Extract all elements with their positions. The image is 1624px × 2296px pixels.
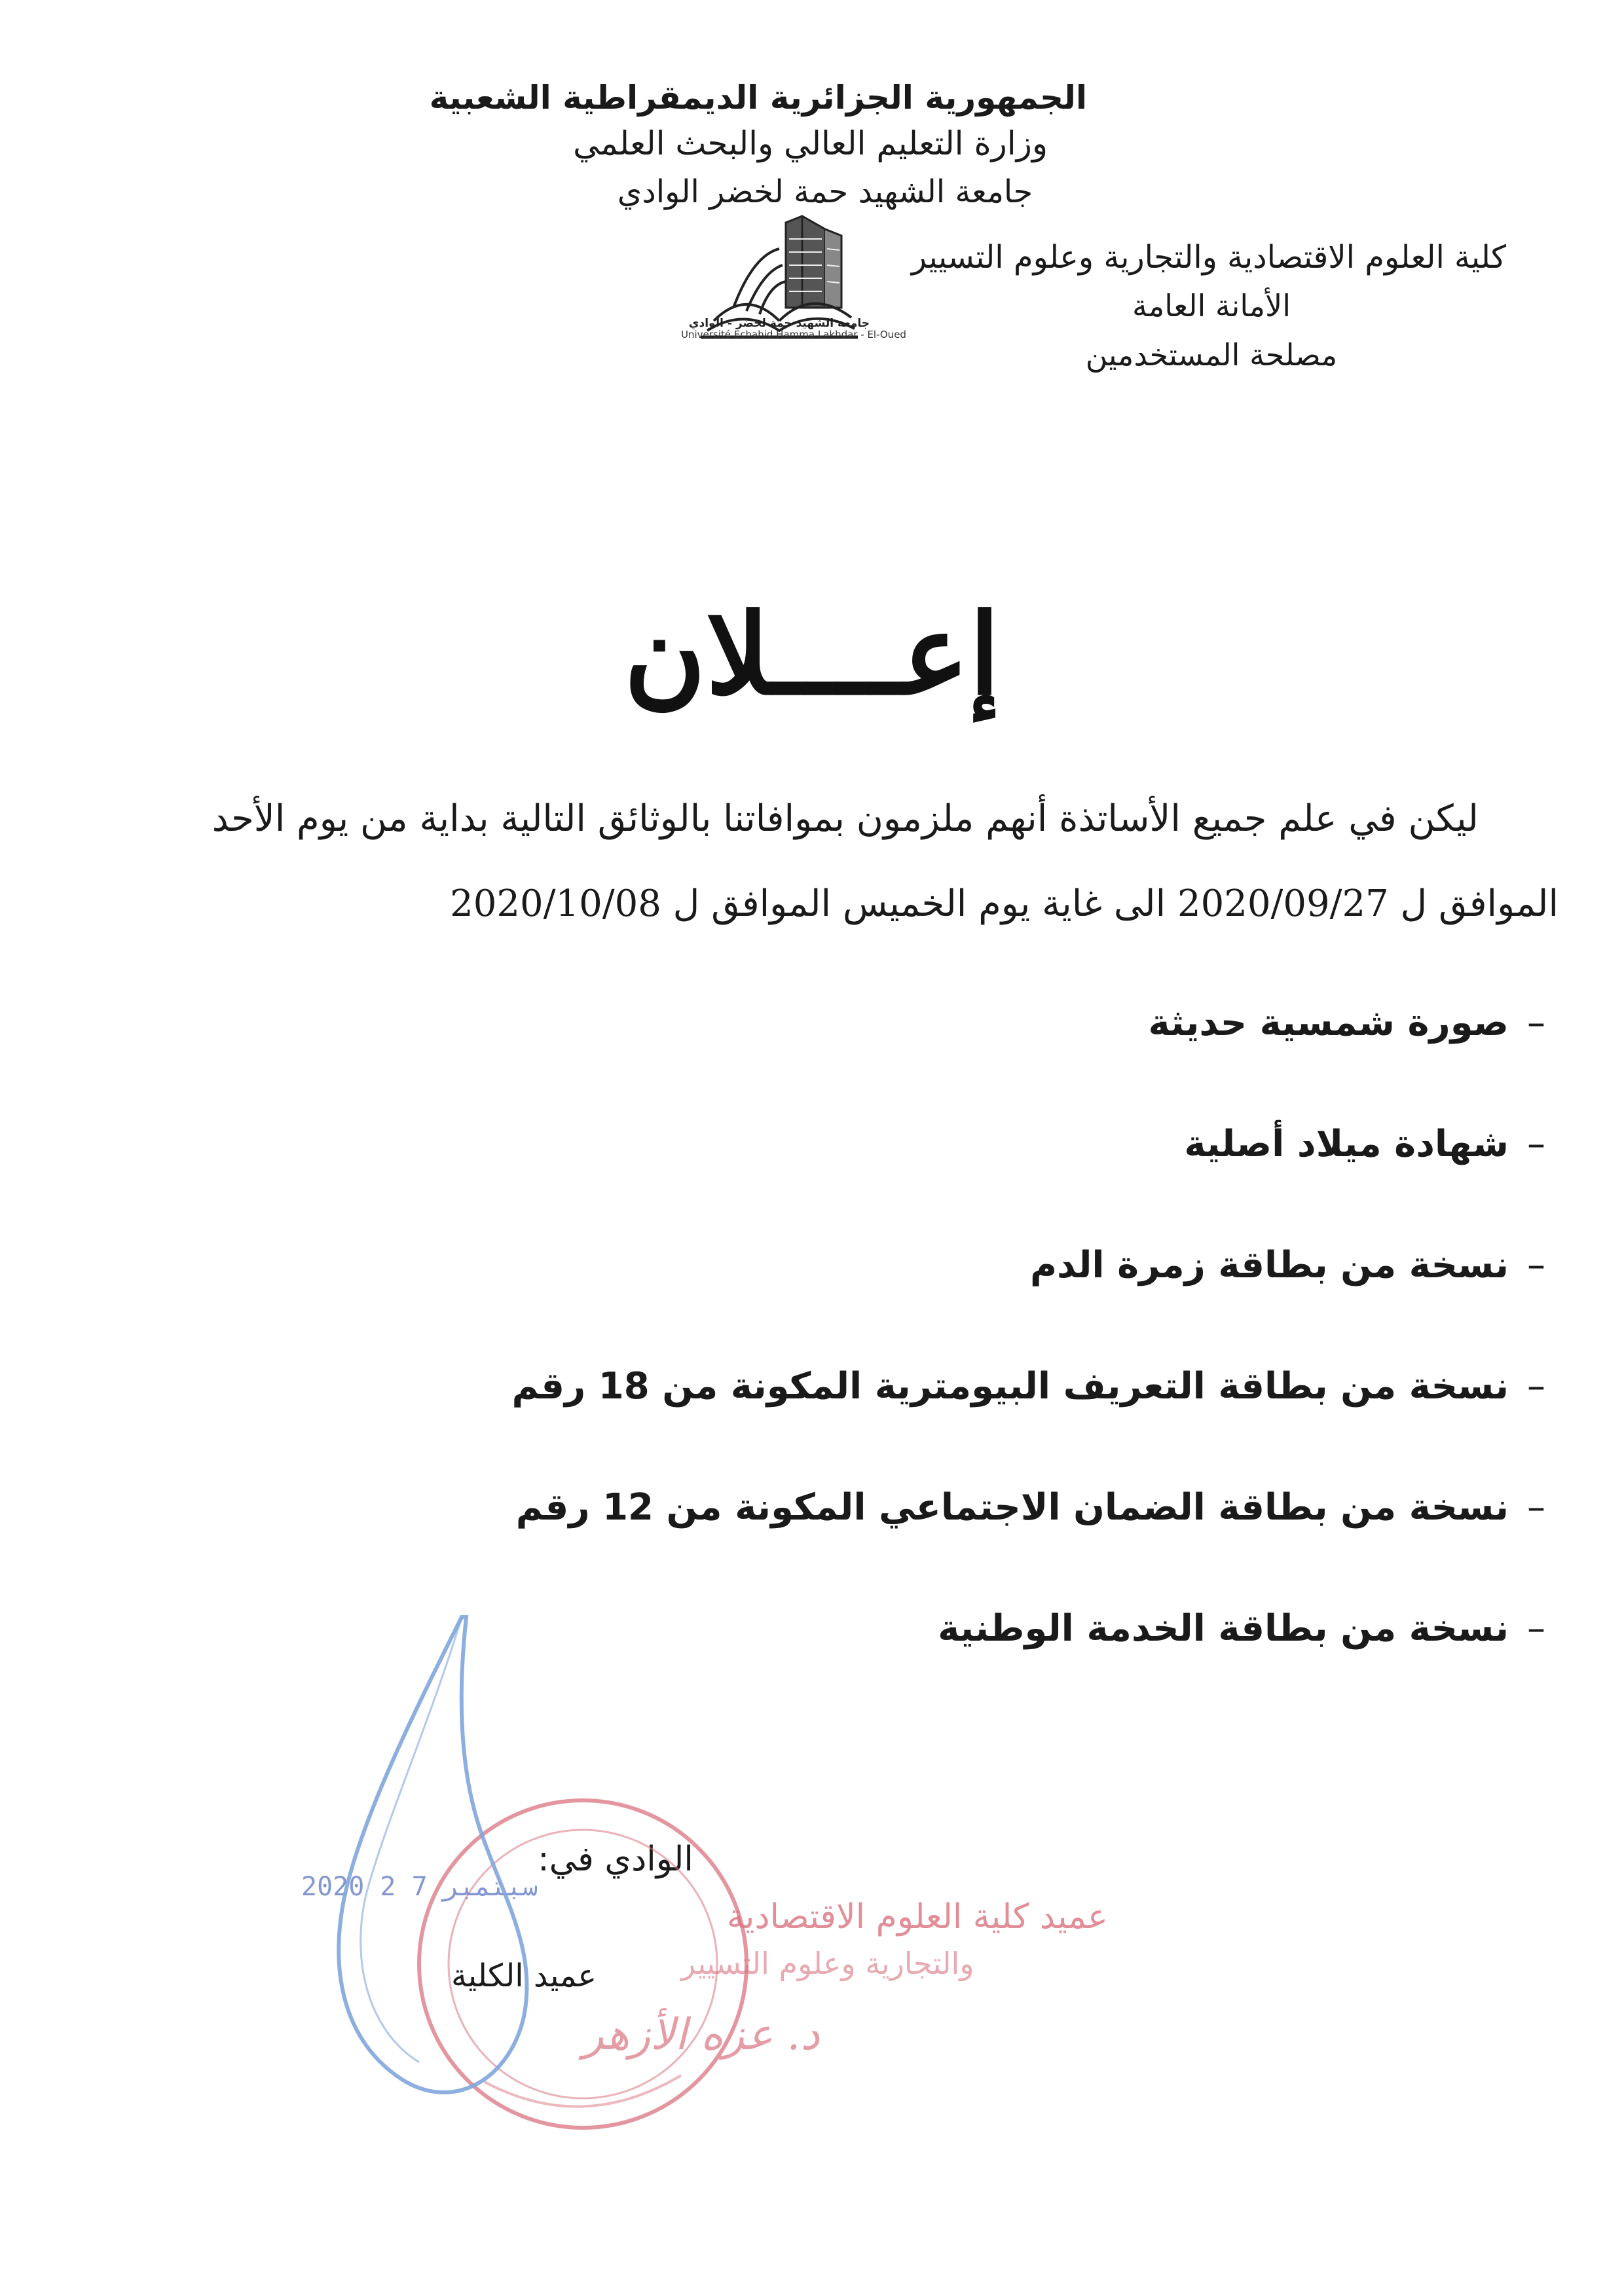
list-item (236, 1123, 1545, 1244)
faculty-name: كلية العلوم الاقتصادية والتجارية وعلوم التسيير (911, 239, 1506, 276)
bullet-dash: – (1527, 1002, 1545, 1044)
document-item: صورة شمسية حديثة (1148, 1002, 1509, 1044)
signing-place: الوادي في: (538, 1840, 693, 1879)
secretariat-name: الأمانة العامة (1132, 288, 1291, 323)
body-line-2: الموافق ل 2020/09/27 الى غاية يوم الخميس الموافق ل 2020/10/08 (450, 883, 1559, 925)
stamp-date: 2020 2 7 سبتمبر (301, 1872, 538, 1902)
document-item: نسخة من بطاقة التعريف البيومترية المكونة من 18 رقم (511, 1365, 1509, 1408)
republic-name: الجمهورية الجزائرية الديمقراطية الشعبية (429, 79, 1087, 117)
bullet-dash: – (1527, 1607, 1545, 1650)
bullet-dash: – (1527, 1486, 1545, 1529)
document-item: شهادة ميلاد أصلية (1184, 1123, 1509, 1165)
bullet-dash: – (1527, 1123, 1545, 1165)
list-item (236, 1244, 1545, 1365)
university-name: جامعة الشهيد حمة لخضر الوادي (617, 173, 1033, 210)
logo-caption-french: Université Echahid Hamma Lakhdar - El-Oued (681, 329, 906, 340)
ministry-name: وزارة التعليم العالي والبحث العلمي (573, 124, 1048, 162)
bullet-dash: – (1527, 1244, 1545, 1286)
list-item (236, 1607, 1545, 1728)
list-item (236, 1002, 1545, 1123)
document-item: نسخة من بطاقة الضمان الاجتماعي المكونة من 12 رقم (515, 1486, 1509, 1529)
stamp-line-2: والتجارية وعلوم التسيير (681, 1946, 974, 1981)
stamp-line-1: عميد كلية العلوم الاقتصادية (727, 1897, 1108, 1937)
body-line-1: ليكن في علم جميع الأساتذة أنهم ملزمون بموافاتنا بالوثائق التالية بداية من يوم الأحد (212, 797, 1479, 840)
list-item (236, 1486, 1545, 1607)
list-item (236, 1365, 1545, 1486)
signer-title: عميد الكلية (451, 1958, 597, 1994)
service-name: مصلحة المستخدمين (1085, 337, 1338, 373)
document-item: نسخة من بطاقة زمرة الدم (1029, 1244, 1509, 1286)
announcement-title: إعــــلان (623, 589, 1001, 720)
document-item: نسخة من بطاقة الخدمة الوطنية (938, 1607, 1509, 1650)
logo-caption-arabic: جامعة الشهيد حمة لخضر - الوادي (688, 317, 870, 330)
required-documents-list (236, 1002, 1545, 1728)
stamp-name: د. عزه الأزهر (583, 2009, 820, 2060)
bullet-dash: – (1527, 1365, 1545, 1408)
